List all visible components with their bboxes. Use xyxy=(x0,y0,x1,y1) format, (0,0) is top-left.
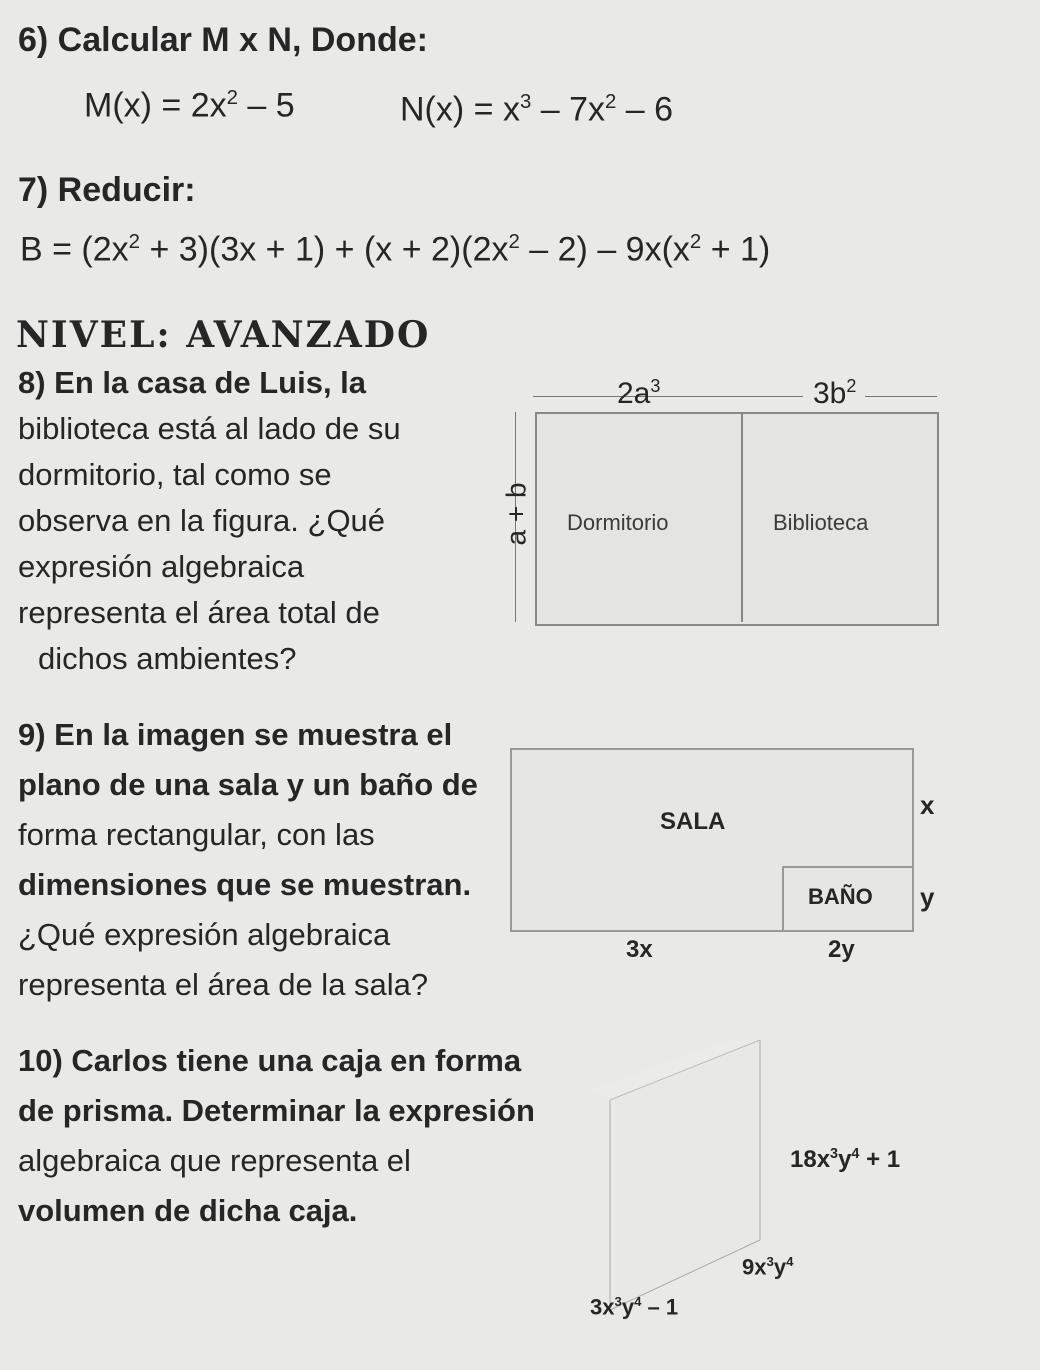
q10-width-a: 3x xyxy=(590,1294,615,1320)
q10-height-e1: 3 xyxy=(830,1146,839,1162)
q9-text xyxy=(18,716,478,1004)
q8-top-left-exp: 3 xyxy=(650,376,661,396)
q8-top-right-label xyxy=(813,376,856,411)
q8-line: 8) En la casa de Luis, la xyxy=(18,365,367,400)
q8-room-dormitorio: Dormitorio xyxy=(567,510,669,535)
q9-right-x-label: x xyxy=(920,790,935,820)
q10-text xyxy=(18,1042,535,1230)
q9-line: 9) En la imagen se muestra el xyxy=(18,717,453,752)
dimension-line xyxy=(533,396,683,397)
q9-bottom-3x-label: 3x xyxy=(626,936,653,963)
q10-depth-label xyxy=(742,1254,793,1280)
q10-height-label xyxy=(790,1146,900,1174)
q9-bano-label: BAÑO xyxy=(808,884,873,909)
q6-n-exp: 3 xyxy=(519,91,532,113)
dimension-line xyxy=(865,396,937,397)
q9-line: forma rectangular, con las xyxy=(18,817,375,852)
q7-expr-d: + 1) xyxy=(701,230,771,269)
q6-n-polynomial xyxy=(400,82,673,129)
q8-top-left-label xyxy=(617,376,660,411)
q8-line: dichos ambientes? xyxy=(38,641,297,676)
q8-line: dormitorio, tal como se xyxy=(18,457,332,492)
q6-n-tail: – 6 xyxy=(616,90,674,129)
q10-width-label xyxy=(590,1294,678,1320)
q6-m-tail: – 5 xyxy=(237,86,295,125)
q7-title: 7) Reducir: xyxy=(18,171,196,209)
q6-m-label: M(x) = 2x xyxy=(84,86,227,125)
q8-top-right-exp: 2 xyxy=(846,376,857,396)
q8-text xyxy=(18,364,401,678)
q7-expr-b: + 3)(3x + 1) + (x + 2)(2x xyxy=(140,230,509,269)
q8-side-label: a + b xyxy=(500,482,532,546)
level-heading: NIVEL: AVANZADO xyxy=(16,314,431,356)
q8-room-biblioteca: Biblioteca xyxy=(773,510,869,535)
q7-expr-a: B = (2x xyxy=(20,230,129,269)
q10-height-e2: 4 xyxy=(851,1146,860,1162)
q10-height-b: y xyxy=(838,1146,852,1173)
q8-line: expresión algebraica xyxy=(18,549,305,584)
dimension-line xyxy=(683,396,803,397)
q9-line: representa el área de la sala? xyxy=(18,967,429,1002)
q9-right-y-label: y xyxy=(920,882,935,912)
q6-n-label: N(x) = x xyxy=(400,90,520,129)
q6-n-mid: – 7x xyxy=(531,90,606,129)
q10-line: de prisma. Determinar la expresión xyxy=(18,1093,535,1128)
q7-expr-c: – 2) – 9x(x xyxy=(519,230,690,269)
q10-prism xyxy=(580,1040,770,1330)
q10-width-e2: 4 xyxy=(634,1294,642,1309)
q10-height-a: 18x xyxy=(790,1146,831,1173)
q10-width-b: y xyxy=(621,1294,635,1320)
q10-width-c: – 1 xyxy=(641,1294,679,1320)
q8-line: observa en la figura. ¿Qué xyxy=(18,503,386,538)
q6-title: 6) Calcular M x N, Donde: xyxy=(18,21,428,59)
q9-figure xyxy=(510,748,935,968)
q6-m-exp: 2 xyxy=(226,87,238,109)
q7-exp1: 2 xyxy=(128,231,141,253)
q10-line: 10) Carlos tiene una caja en forma xyxy=(18,1043,522,1078)
q7-exp3: 2 xyxy=(689,231,702,253)
q9-line: dimensiones que se muestran. xyxy=(18,867,472,902)
q8-figure xyxy=(500,372,937,632)
q10-height-c: + 1 xyxy=(859,1146,901,1173)
q8-divider xyxy=(741,414,743,622)
q6-m-polynomial xyxy=(84,78,295,125)
q9-line: plano de una sala y un baño de xyxy=(18,767,478,802)
q8-top-right-base: 3b xyxy=(813,377,847,410)
q8-line: biblioteca está al lado de su xyxy=(18,411,401,446)
q9-bottom-2y-label: 2y xyxy=(828,936,855,963)
q6-n-exp2: 2 xyxy=(605,91,617,113)
q10-width-e1: 3 xyxy=(614,1294,622,1309)
q9-line: ¿Qué expresión algebraica xyxy=(18,917,391,952)
q10-line: algebraica que representa el xyxy=(18,1143,411,1178)
q10-depth-e1: 3 xyxy=(766,1254,774,1269)
q10-depth-a: 9x xyxy=(742,1254,767,1280)
q9-sala-label: SALA xyxy=(660,808,726,835)
q10-depth-b: y xyxy=(773,1254,787,1280)
q8-top-left-base: 2a xyxy=(617,377,651,410)
q10-line: volumen de dicha caja. xyxy=(18,1193,358,1228)
q8-line: representa el área total de xyxy=(18,595,380,630)
q7-exp2: 2 xyxy=(508,231,520,253)
q7-expression xyxy=(20,222,770,269)
q10-depth-e2: 4 xyxy=(786,1254,794,1269)
